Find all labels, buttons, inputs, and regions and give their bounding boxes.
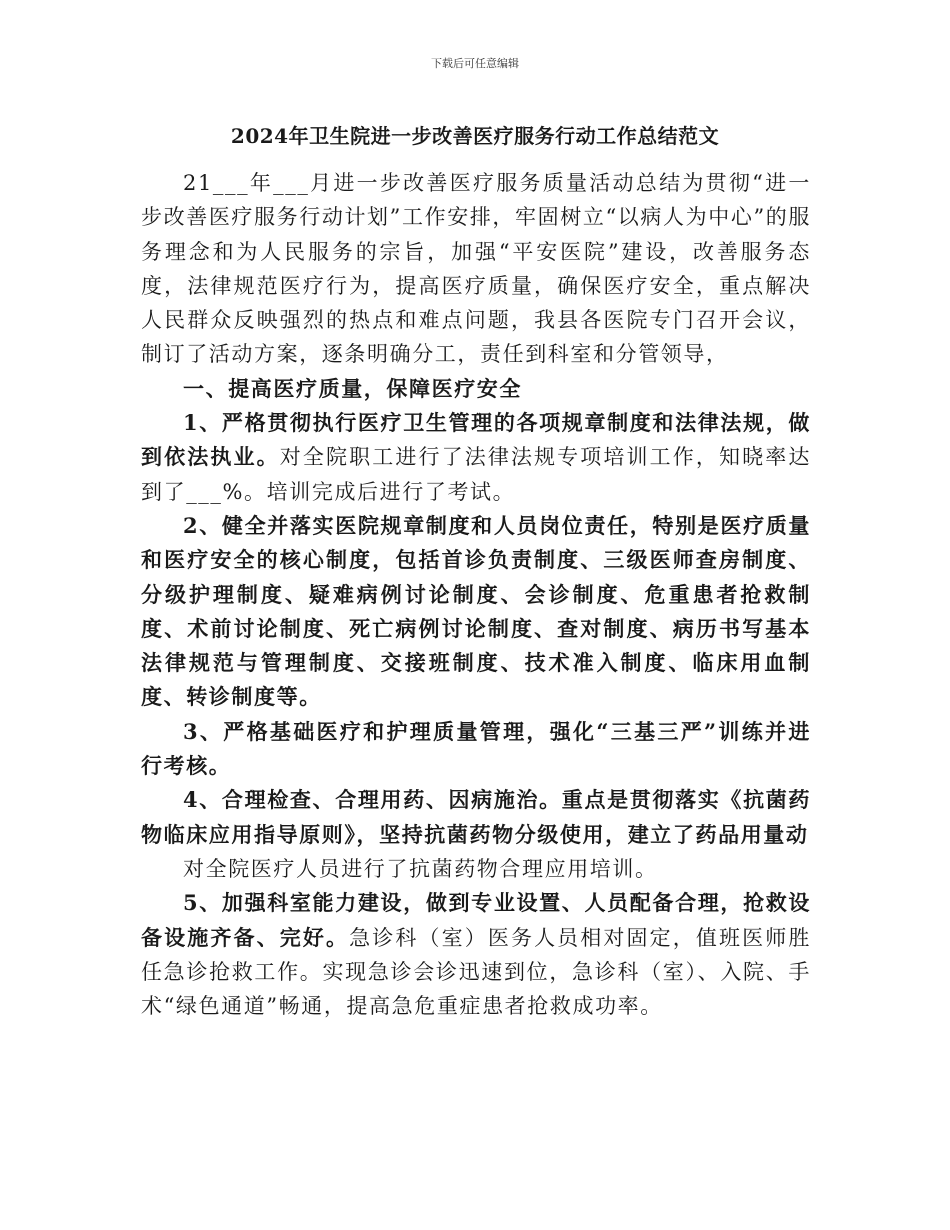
section-heading-1 — [141, 372, 811, 406]
paragraph-text: 对全院医疗人员进行了抗菌药物合理应用培训。 — [183, 856, 658, 881]
paragraph-bold-text: 3、严格基础医疗和护理质量管理，强化“三基三严”训练并进行考核。 — [141, 718, 811, 779]
paragraph-item-3 — [141, 715, 811, 784]
header-note: 下载后可任意编辑 — [431, 57, 519, 70]
paragraph-text: 急诊科（室）医务人员相对固定，值班医师胜任急诊抢救工作。实现急诊会诊迅速到位，急诊科（室）、入院、手术“绿色通道”畅通，提高急危重症患者抢救成功率。 — [141, 925, 811, 1019]
paragraph-text: 21___年___月进一步改善医疗服务质量活动总结为贯彻“进一步改善医疗服务行动计划”工作安排，牢固树立“以病人为中心”的服务理念和为人民服务的宗旨，加强“平安医院”建设，改善服务态度，法律规范医疗行为，提高医疗质量，确保医疗安全，重点解决人民群众反映强烈的热点和难点问题，我县各医院专门召开会议，制订了活动方案，逐条明确分工，责任到科室和分管领导， — [141, 171, 811, 367]
paragraph-item-1 — [141, 406, 811, 509]
paragraph-bold-text: 1、严格贯彻执行医疗卫生管理的各项规章制度和法律法规，做到依法执业。 — [141, 410, 811, 470]
paragraph-item-5 — [141, 886, 811, 1023]
paragraph-bold-text: 5、加强科室能力建设，做到专业设置、人员配备合理，抢救设备设施齐备、完好。 — [141, 890, 811, 950]
paragraph-bold-text: 2、健全并落实医院规章制度和人员岗位责任，特别是医疗质量和医疗安全的核心制度，包括首诊负责制度、三级医师查房制度、分级护理制度、疑难病例讨论制度、会诊制度、危重患者抢救制度、术前讨论制度、死亡病例讨论制度、查对制度、病历书写基本法律规范与管理制度、交接班制度、技术准入制度、临床用血制度、转诊制度等。 — [141, 512, 811, 710]
document-body — [141, 166, 811, 1023]
paragraph-item-4-continued — [141, 852, 811, 886]
paragraph-item-4 — [141, 783, 811, 852]
paragraph-bold-text: 4、合理检查、合理用药、因病施治。重点是贯彻落实《抗菌药物临床应用指导原则》，坚持抗菌药物分级使用，建立了药品用量动 — [141, 787, 811, 847]
section-heading-text: 一、提高医疗质量，保障医疗安全 — [183, 375, 522, 401]
document-title: 2024年卫生院进一步改善医疗服务行动工作总结范文 — [230, 124, 720, 148]
paragraph-item-2 — [141, 509, 811, 715]
paragraph-intro — [141, 166, 811, 372]
paragraph-text: 对全院职工进行了法律法规专项培训工作，知晓率达到了___%。培训完成后进行了考试。 — [141, 445, 811, 504]
